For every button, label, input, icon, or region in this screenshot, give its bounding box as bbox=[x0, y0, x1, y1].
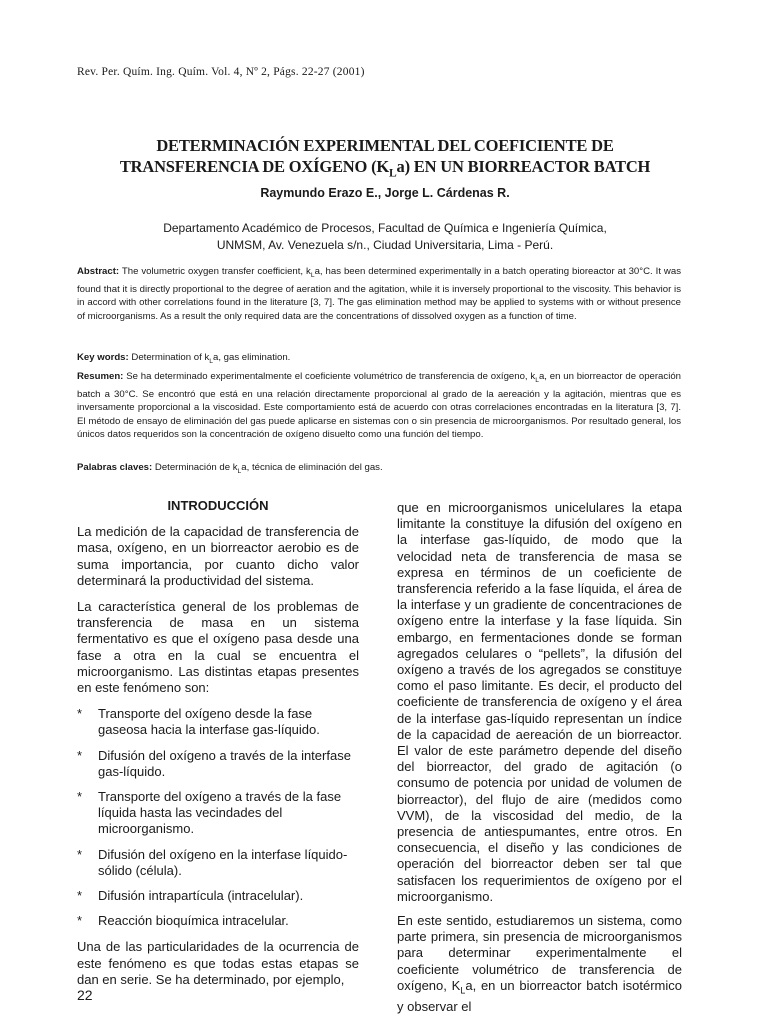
abstract: Abstract: The volumetric oxygen transfer coefficient, $k_La$, has been determined experimentally in a batch operating bioreactor at 30°C. It was found that it is directly proportional to the degree of aeration and the agitation, while it is inversely proportional to the viscosity. This behavior is in accord with other correlations found in the literature [3, 7]. The gas elimination method may be applied to systems with or without presence of microorganisms. As a result the only required data are the concentrations of dissolved oxygen as a function of time. bbox=[77, 266, 681, 322]
left-column bbox=[77, 498, 359, 998]
bullet-icon: * bbox=[77, 706, 83, 722]
palabras-claves: Palabras claves: Determinación de $k_La$, técnica de eliminación del gas. bbox=[77, 462, 383, 475]
paragraph: que en microorganismos unicelulares la etapa limitante la constituye la difusión del oxígeno en la interfase gas-líquido, de modo que la velocidad neta de transferencia de masa se expresa en términos de un coeficiente de transferencia referido a la fase líquida, el área de la interfase y un gradiente de concentraciones de oxígeno entre la interfase y la fase líquida. Sin embargo, en fermentaciones donde se forman agregados celulares o “pellets”, la difusión del oxígeno a través de los agregados se constituye como el paso limitante. Es decir, el producto del coeficiente de transferencia de oxígeno y el área de la interfase gas-líquido representan un índice de la capacidad de aereación de un biorreactor. El valor de este parámetro depende del diseño del biorreactor, del grado de agitación (o consumo de potencia por unidad de volumen de biorreactor), del flujo de aire (medidos como VVM), de la viscosidad del medio, de la presencia de antiespumantes, entre otros. En consecuencia, el diseño y las condiciones de operación del biorreactor deben ser tal que satisfacen los requerimientos de oxígeno por el microorganismo. bbox=[397, 500, 682, 904]
paragraph: Una de las particularidades de la ocurrencia de este fenómeno es que todas estas etapas se dan en serie. Se ha determinado, por ejemplo, bbox=[77, 939, 359, 987]
paragraph: La medición de la capacidad de transferencia de masa, oxígeno, en un biorreactor aerobio es de suma importancia, por cuanto dicho valor determinará la productividad del sistema. bbox=[77, 524, 359, 588]
paragraph: La característica general de los problemas de transferencia de masa en un sistema fermentativo es que el oxígeno pasa desde una fase a otra en la cual se encuentra el microorganismo. Las distintas etapas presentes en este fenómeno son: bbox=[77, 599, 359, 696]
authors: Raymundo Erazo E., Jorge L. Cárdenas R. bbox=[260, 186, 510, 200]
resumen: Resumen: Se ha determinado experimentalmente el coeficiente volumétrico de transferencia de oxígeno, $k_La$, en un biorreactor de operación batch a 30°C. Se encontró que está en una relación directamente proporcional al grado de la aereación y la agitación, mientras que es inversamente proporcional a la viscosidad. Este comportamiento está de acuerdo con otras correlaciones encontradas en la literatura [3, 7]. El método de ensayo de eliminación del gas puede aplicarse en sistemas con o sin presencia de microorganismos. Por resultado general, los únicos datos requeridos son la concentración de oxígeno disuelto como una función del tiempo. bbox=[77, 371, 681, 441]
title-line-2: TRANSFERENCIA DE OXÍGENO $(K_La)$ EN UN BIORREACTOR BATCH bbox=[119, 157, 651, 180]
paper-title bbox=[60, 135, 710, 184]
journal-citation: Rev. Per. Quím. Ing. Quím. Vol. 4, Nº 2, Págs. 22-27 (2001) bbox=[77, 66, 365, 78]
bullet-icon: * bbox=[77, 789, 83, 805]
right-column bbox=[397, 500, 682, 1023]
list-item: * Transporte del oxígeno desde la fase gaseosa hacia la interfase gas-líquido. bbox=[77, 706, 320, 738]
list-item: * Difusión del oxígeno a través de la interfase gas-líquido. bbox=[77, 747, 351, 779]
bullet-icon: * bbox=[77, 888, 83, 904]
keywords: Key words: Determination of $k_La$, gas elimination. bbox=[77, 352, 291, 365]
list-item: * Difusión del oxígeno en la interfase líquido-sólido (célula). bbox=[77, 846, 348, 878]
bullet-icon: * bbox=[77, 913, 83, 929]
list-item: * Reacción bioquímica intracelular. bbox=[77, 913, 289, 929]
paragraph: En este sentido, estudiaremos un sistema, como parte primera, sin presencia de microorganismos para determinar experimentalmente el coeficiente volumétrico de transferencia de oxígeno, $K_La$, en un biorreactor batch isotérmico y observar el bbox=[397, 913, 683, 1014]
affiliation: Departamento Académico de Procesos, Facultad de Química e Ingeniería Química, UNMSM, Av. Venezuela s/n., Ciudad Universitaria, Lima - Perú. bbox=[163, 221, 607, 252]
page-number: 22 bbox=[77, 987, 93, 1003]
bullet-icon: * bbox=[77, 747, 83, 763]
section-heading: INTRODUCCIÓN bbox=[167, 498, 269, 513]
bullet-icon: * bbox=[77, 846, 83, 862]
list-item: * Difusión intrapartícula (intracelular). bbox=[77, 888, 304, 904]
list-item: * Transporte del oxígeno a través de la fase líquida hasta las vecindades del microorganismo. bbox=[77, 789, 342, 837]
title-line-1: DETERMINACIÓN EXPERIMENTAL DEL COEFICIENTE DE bbox=[156, 136, 614, 155]
stages-list bbox=[77, 706, 359, 929]
